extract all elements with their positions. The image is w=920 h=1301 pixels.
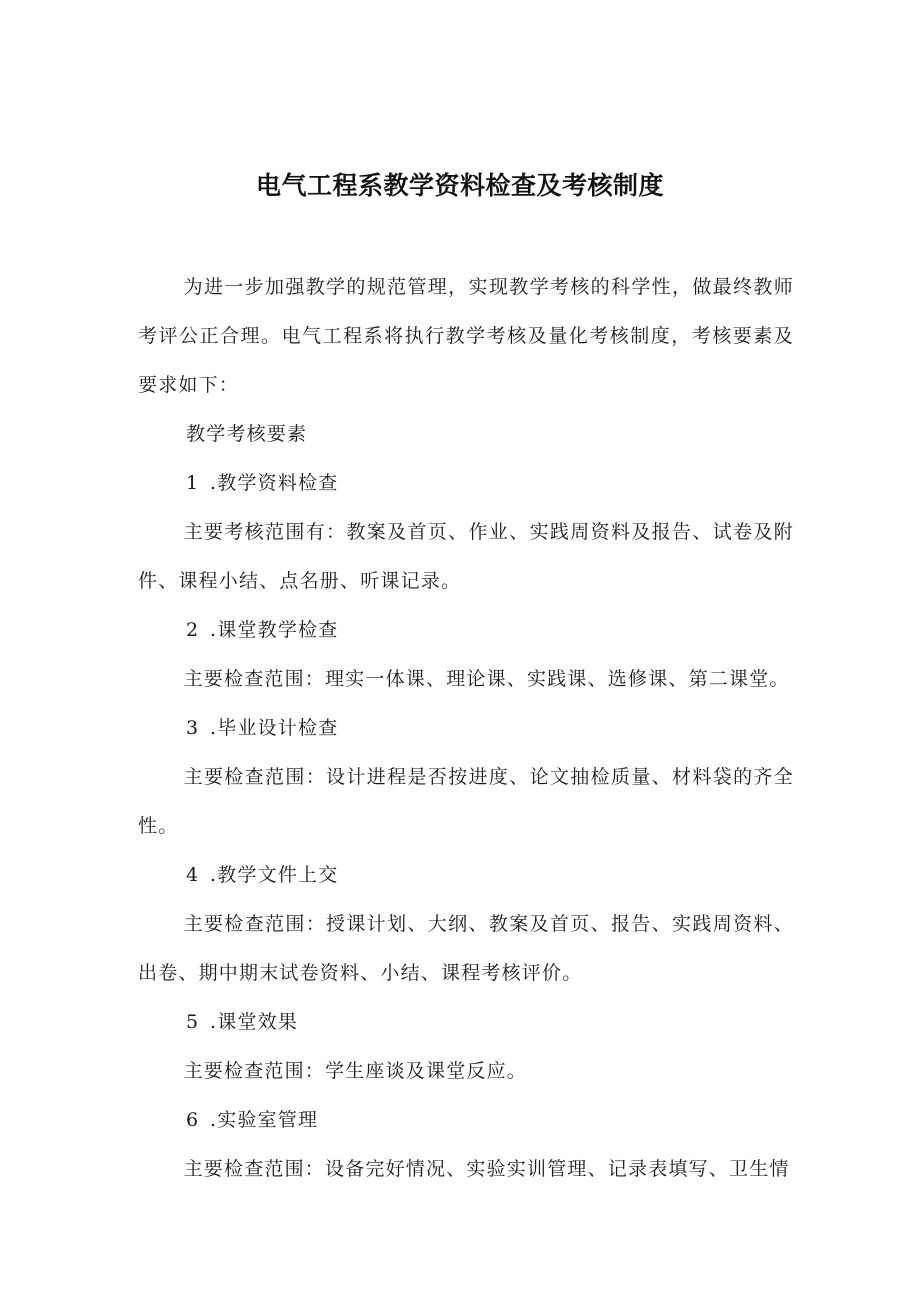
intro-paragraph: 为进一步加强教学的规范管理，实现教学考核的科学性，做最终教师考评公正合理。电气工程系将执行教学考核及量化考核制度，考核要素及要求如下： — [138, 276, 794, 396]
item-number: 4 — [186, 864, 200, 886]
item-heading — [138, 998, 794, 1047]
item-heading — [138, 459, 794, 508]
item-description: 主要检查范围：设备完好情况、实验实训管理、记录表填写、卫生情 — [183, 1158, 790, 1180]
item-number: 3 — [186, 717, 200, 739]
item-description: 主要检查范围：学生座谈及课堂反应。 — [183, 1060, 527, 1082]
item-heading — [138, 704, 794, 753]
item-description: 主要检查范围：授课计划、大纲、教案及首页、报告、实践周资料、出卷、期中期末试卷资料、小结、课程考核评价。 — [138, 913, 794, 984]
item-number: 2 — [186, 619, 200, 641]
item-description: 主要考核范围有：教案及首页、作业、实践周资料及报告、试卷及附件、课程小结、点名册、听课记录。 — [138, 521, 794, 592]
item-number: 1 — [186, 472, 200, 494]
item-heading — [138, 606, 794, 655]
document-title: 电气工程系教学资料检查及考核制度 — [255, 171, 664, 200]
item-heading — [138, 851, 794, 900]
item-heading — [138, 1096, 794, 1145]
item-title: .教学资料检查 — [210, 472, 339, 494]
item-title: .教学文件上交 — [210, 864, 339, 886]
document-body — [138, 263, 794, 1194]
item-description: 主要检查范围：理实一体课、理论课、实践课、选修课、第二课堂。 — [183, 668, 790, 690]
item-title: .课堂教学检查 — [210, 619, 339, 641]
item-title: .课堂效果 — [210, 1011, 299, 1033]
item-number: 5 — [186, 1011, 200, 1033]
item-number: 6 — [186, 1109, 200, 1131]
section-heading: 教学考核要素 — [186, 423, 308, 445]
item-title: .实验室管理 — [210, 1109, 319, 1131]
item-title: .毕业设计检查 — [210, 717, 339, 739]
item-description: 主要检查范围：设计进程是否按进度、论文抽检质量、材料袋的齐全性。 — [138, 766, 794, 837]
